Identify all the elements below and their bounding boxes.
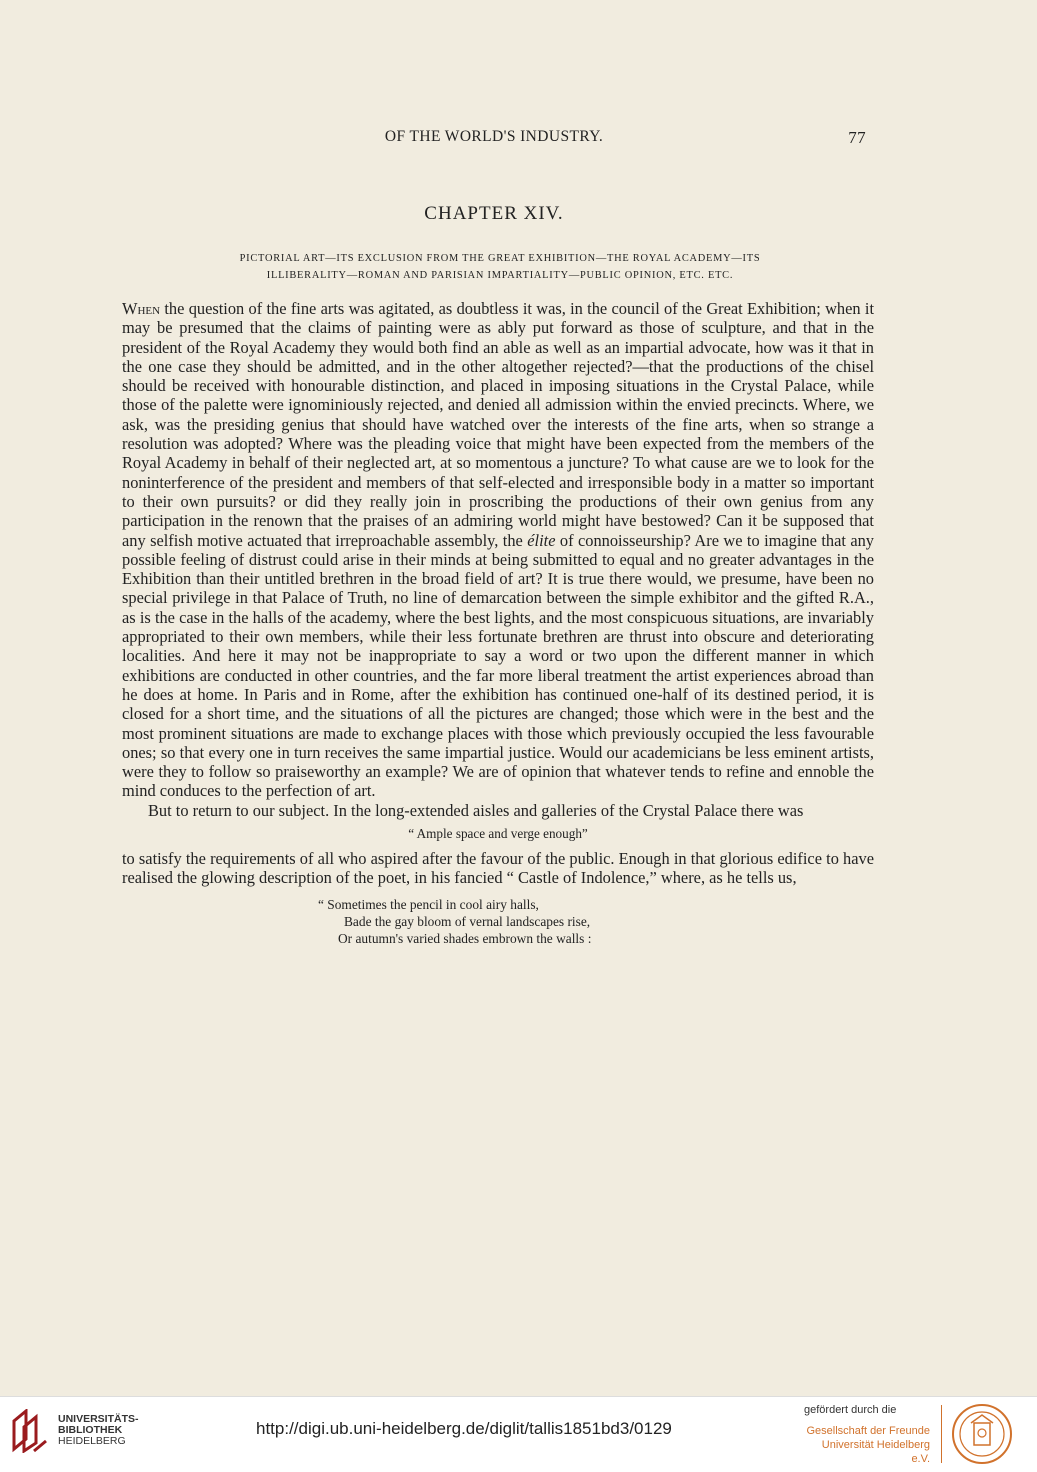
society-name xyxy=(806,1424,930,1466)
library-name-line: BIBLIOTHEK xyxy=(58,1424,123,1436)
chapter-summary xyxy=(128,250,872,284)
paragraph-text: of connoisseurship? Are we to imagine that any possible feeling of distrust could arise in their minds at being submitted to equal and no greater advantages in the Exhibition than their untitled brethren in the broad field of art? It is true there would, we presume, have been no special privilege in that Palace of Truth, no line of demarcation between the simple exhibitor and the gifted R.A., as is the case in the halls of the academy, where the best lights, and the most conspicuous situations, are invariably appropriated to their own members, while their less fortunate brethren are thrust into obscure and deteriorating localities. And here it may not be inappropriate to say a word or two upon the different manner in which exhibitions are conducted in other countries, and the far more liberal treatment the artist experiences abroad than he does at home. In Paris and in Rome, after the exhibition has continued one-half of its destined period, it is closed for a short time, and the situations of all the pictures are changed; those which were in the best and the most prominent situations are made to exchange places with those which previously occupied the less favourable ones; so that every one in turn receives the same impartial justice. Would our academicians be less eminent artists, were they to follow so praiseworthy an example? We are of opinion that whatever tends to refine and ennoble the mind conduces to the perfection of art. xyxy=(122,530,874,801)
italic-word: élite xyxy=(527,530,556,550)
permalink-url[interactable]: http://digi.ub.uni-heidelberg.de/diglit/tallis1851bd3/0129 xyxy=(256,1419,672,1438)
library-name-line: HEIDELBERG xyxy=(58,1435,126,1447)
paragraph-3: to satisfy the requirements of all who aspired after the favour of the public. Enough in that glorious edifice to have realised the glowing description of the poet, in his fancied “ Castle of Indolence,” where, as he tells us, xyxy=(122,849,874,888)
paragraph-text: the question of the fine arts was agitated, as doubtless it was, in the council of the Great Exhibition; when it may be presumed that the claims of painting were as ably put forward as those of sculpture, and that in the president of the Royal Academy they would both find an able as well as an impartial advocate, how was it that in the one case they should be admitted, and in the other altogether rejected?—that the productions of the chisel should be received with honourable distinction, and placed in imposing situations in the Crystal Palace, while those of the palette were ignominiously rejected, and denied all admission within the envied precincts. Where, we ask, was the presiding genius that should have watched over the interests of the fine arts, when so strange a resolution was adopted? Where was the pleading voice that might have been expected from the members of the Royal Academy in behalf of their neglected art, at so momentous a juncture? To what cause are we to look for the noninterference of the president and members of that self-elected and irresponsible body in a matter so important to their own pursuits? or did they really join in proscribing the productions of their own genius from any participation in the renown that the praises of an admiring world might have bestowed? Can it be supposed that any selfish motive actuated that irreproachable assembly, the xyxy=(122,299,874,550)
library-logo-icon xyxy=(10,1409,50,1453)
chapter-summary-line: ILLIBERALITY—ROMAN AND PARISIAN IMPARTIALITY—PUBLIC OPINION, ETC. ETC. xyxy=(266,270,734,281)
page-number: 77 xyxy=(848,128,866,147)
inline-quote: “ Ample space and verge enough” xyxy=(408,826,588,842)
paragraph-2: But to return to our subject. In the long-extended aisles and galleries of the Crystal Palace there was xyxy=(148,800,804,820)
footer-bar xyxy=(0,1396,1037,1472)
library-name-line: UNIVERSITÄTS- xyxy=(58,1413,139,1425)
paragraph-1 xyxy=(122,299,874,801)
verse-block xyxy=(122,896,874,947)
chapter-title: CHAPTER XIV. xyxy=(424,203,564,224)
verse-line: “ Sometimes the pencil in cool airy halls, xyxy=(318,896,539,912)
drop-word: When xyxy=(122,299,161,318)
body-text xyxy=(122,299,874,947)
verse-line: Or autumn's varied shades embrown the walls : xyxy=(338,930,592,946)
chapter-summary-line: PICTORIAL ART—ITS EXCLUSION FROM THE GREAT EXHIBITION—THE ROYAL ACADEMY—ITS xyxy=(239,253,761,264)
funded-by-label: gefördert durch die xyxy=(804,1404,897,1416)
library-name xyxy=(58,1414,139,1447)
running-title: OF THE WORLD'S INDUSTRY. xyxy=(384,128,604,145)
society-name-line: Gesellschaft der Freunde xyxy=(806,1425,930,1437)
running-head xyxy=(122,128,866,152)
society-name-line: Universität Heidelberg e.V. xyxy=(821,1439,930,1465)
university-seal-icon xyxy=(951,1403,1013,1465)
footer-divider xyxy=(941,1405,942,1463)
verse-line: Bade the gay bloom of vernal landscapes rise, xyxy=(344,913,591,929)
